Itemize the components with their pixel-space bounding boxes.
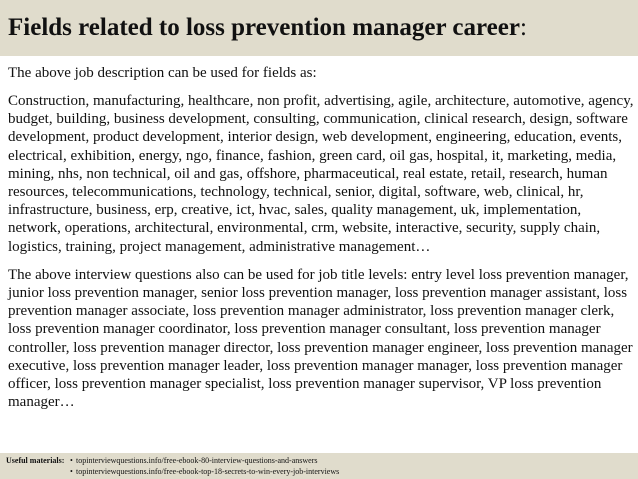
- footer-label: Useful materials:: [6, 456, 65, 465]
- slide-body: [8, 62, 634, 411]
- bullet-icon: •: [70, 456, 73, 465]
- footer-row-1: [6, 455, 638, 466]
- title-bar: [0, 0, 638, 56]
- footer-link-2[interactable]: topinterviewquestions.info/free-ebook-top-18-secrets-to-win-every-job-interviews: [76, 467, 340, 476]
- fields-paragraph: Construction, manufacturing, healthcare, non profit, advertising, agile, architecture, automotive, agency, budget, building, business development, consulting, communication, clinical research, design, software development, product development, interior design, web development, engineering, education, events, electrical, exhibition, energy, ngo, finance, fashion, green card, oil gas, hospital, it, marketing, media, mining, nhs, non technical, oil and gas, offshore, pharmaceutical, real estate, retail, research, human resources, telecommunications, technology, technical, senior, digital, software, web, clinical, hr, infrastructure, business, erp, creative, ict, hvac, sales, quality management, uk, implementation, network, operations, architectural, environmental, crm, website, interactive, security, supply chain, logistics, training, project management, administrative management…: [8, 93, 634, 255]
- footer-link-1[interactable]: topinterviewquestions.info/free-ebook-80-interview-questions-and-answers: [76, 456, 318, 465]
- footer-row-2: [6, 466, 638, 477]
- footer-bar: [0, 453, 638, 479]
- footer-label-spacer: [6, 466, 70, 477]
- slide-title-colon: :: [519, 14, 527, 41]
- bullet-icon: •: [70, 467, 73, 476]
- intro-text: The above job description can be used for fields as:: [8, 65, 317, 81]
- slide-title: Fields related to loss prevention manager career: [8, 14, 520, 41]
- job-levels-paragraph: The above interview questions also can be used for job title levels: entry level loss prevention manager, junior loss prevention manager, senior loss prevention manager, loss prevention manager assistant, loss prevention manager associate, loss prevention manager administrator, loss prevention manager clerk, loss prevention manager coordinator, loss prevention manager consultant, loss prevention manager controller, loss prevention manager director, loss prevention manager engineer, loss prevention manager executive, loss prevention manager leader, loss prevention manager manager, loss prevention manager officer, loss prevention manager specialist, loss prevention manager supervisor, VP loss prevention manager…: [8, 266, 633, 411]
